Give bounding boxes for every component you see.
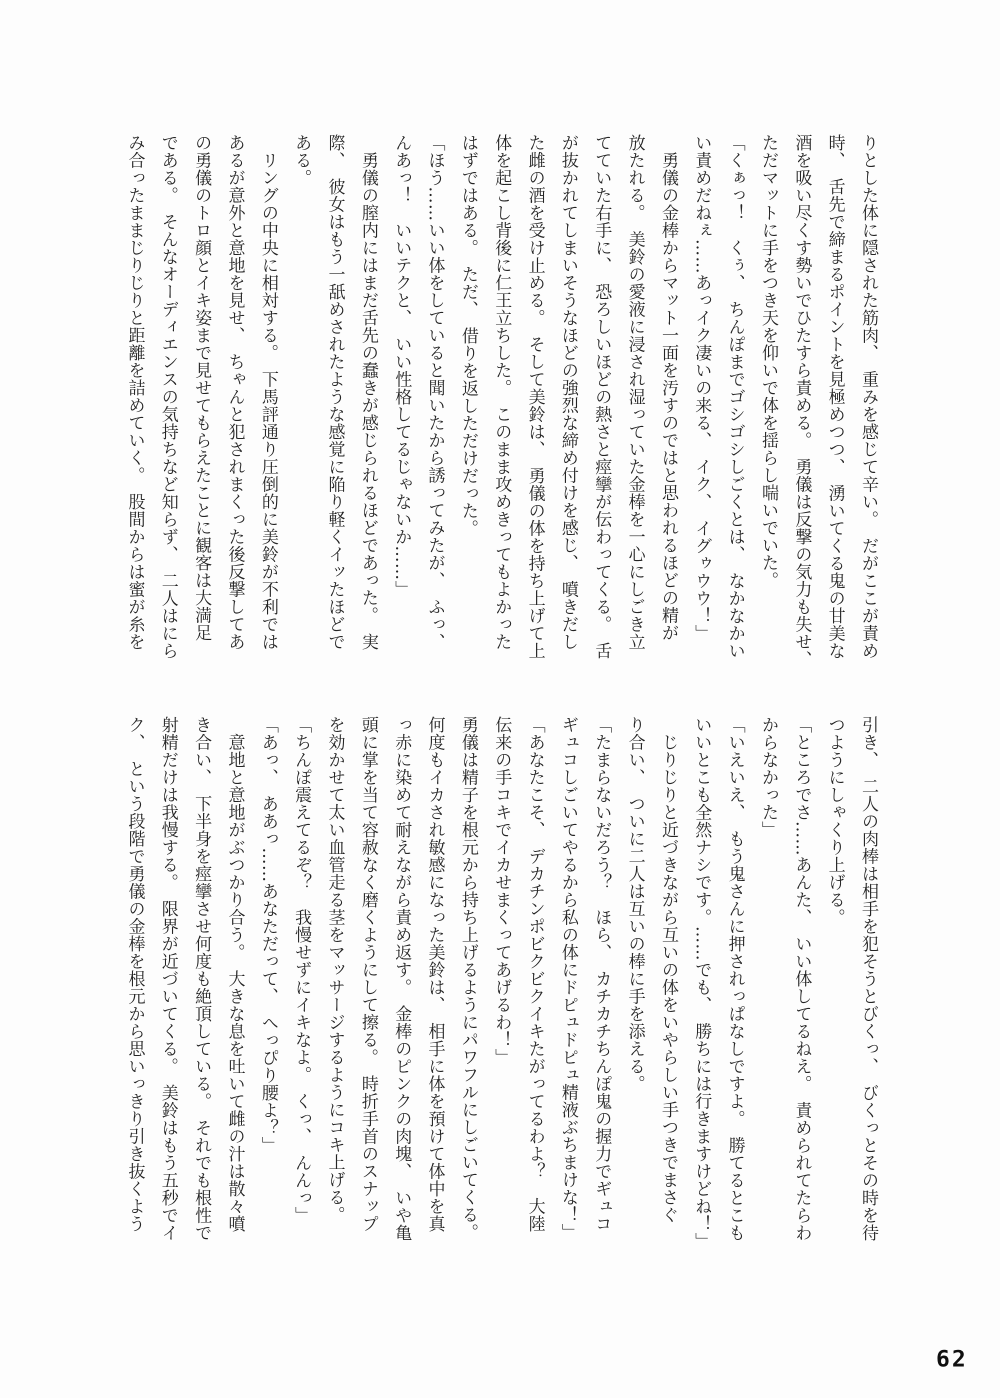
text-block-bottom	[116, 716, 884, 1262]
text-column: 勇儀の金棒からマット一面を汚すのではと思われるほどの精が	[657, 134, 678, 642]
text-column: 「ところでさ……あんた、 いい体してるねえ。 責められてたらわ	[791, 716, 812, 1242]
text-column: 酒を吸い尽くす勢いでひたすら責める。 勇儀は反撃の気力も失せ、	[791, 134, 812, 668]
text-column: んあっ！ いいテクと、 いい性格してるじゃないか……」	[391, 134, 412, 598]
text-column: リングの中央に相対する。 下馬評通り圧倒的に美鈴が不利では	[257, 134, 278, 651]
text-column: はずではある。 ただ、 借りを返しただけだった。	[457, 134, 478, 537]
text-column: ク、 という段階で勇儀の金棒を根元から思いっきり引き抜くよう	[124, 716, 145, 1233]
text-column: 「ちんぽ震えてるぞ？ 我慢せずにイキなよ。 くっ、 んんっ」	[291, 716, 312, 1224]
text-column: 意地と意地がぶつかり合う。 大きな息を吐いて雌の汁は散々噴	[224, 716, 245, 1233]
text-column: である。 そんなオーディエンスの気持ちなど知らず、 二人はにら	[157, 134, 178, 660]
text-column: ギュコしごいてやるから私の体にドピュドピュ精液ぶちまけな！」	[557, 716, 578, 1241]
text-column: てていた右手に、 恐ろしいほどの熱さと痙攣が伝わってくる。 舌	[591, 134, 612, 660]
text-column: つようにしゃくり上げる。	[824, 716, 845, 926]
text-column: 引き、 二人の肉棒は相手を犯そうとびくっ、 びくっとその時を待	[858, 716, 878, 1242]
text-column: 体を起こし背後に仁王立ちした。 このまま攻めきってもよかった	[491, 134, 512, 651]
text-column: の勇儀のトロ顔とイキ姿まで見せてもらえたことに観客は大満足	[191, 134, 212, 642]
text-column: 際、 彼女はもう一舐めされたような感覚に陥り軽くイッたほどで	[324, 134, 345, 651]
text-column: い責めだねぇ……あっイク凄いの来る、 イク、 イグゥウウ！」	[691, 134, 712, 642]
text-block-top	[116, 134, 884, 680]
text-column: っ赤に染めて耐えながら責め返す。 金棒のピンクの肉塊、 いや亀	[391, 716, 412, 1242]
text-column: 伝来の手コキでイカせまくってあげるわ！」	[491, 716, 512, 1066]
text-column: り合い、 ついに二人は互いの棒に手を添える。	[624, 716, 645, 1093]
text-column: き合い、 下半身を痙攣させ何度も絶頂している。 それでも根性で	[191, 716, 212, 1242]
text-column: 時、 舌先で締まるポイントを見極めつつ、 湧いてくる鬼の甘美な	[824, 134, 845, 660]
text-column: 放たれる。 美鈴の愛液に浸され湿っていた金棒を一心にしごき立	[624, 134, 645, 651]
text-column: 勇儀は精子を根元から持ち上げるようにパワフルにしごいてくる。	[457, 716, 478, 1241]
text-column: あるが意外と意地を見せ、 ちゃんと犯されまくった後反撃してあ	[224, 134, 245, 651]
text-column: りとした体に隠された筋肉、 重みを感じて辛い。 だがここが責め	[858, 134, 878, 660]
text-column: 「あっ、 ああっ……あなただって、 へっぴり腰よ？」	[257, 716, 278, 1154]
text-column: 何度もイカされ敏感になった美鈴は、 相手に体を預けて体中を真	[424, 716, 445, 1233]
page-number: 62	[936, 1347, 968, 1373]
text-column: からなかった」	[757, 716, 778, 839]
text-column: いいとこも全然ナシです。……でも、 勝ちには行きますけどね！」	[691, 716, 712, 1250]
text-column: ただマットに手をつき天を仰いで体を揺らし喘いでいた。	[757, 134, 778, 589]
text-column: が抜かれてしまいそうなほどの強烈な締め付けを感じ、 噴きだし	[557, 134, 578, 651]
text-column: じりじりと近づきながら互いの体をいやらしい手つきでまさぐ	[657, 716, 678, 1224]
text-column: 射精だけは我慢する。 限界が近づいてくる。 美鈴はもう五秒でイ	[157, 716, 178, 1242]
text-column: 「いえいえ、 もう鬼さんに押されっぱなしですよ。 勝てるとこも	[724, 716, 745, 1242]
text-column: み合ったままじりじりと距離を詰めていく。 股間からは蜜が糸を	[124, 134, 145, 651]
text-column: 「ほう……いい体をしていると聞いたから誘ってみたが、 ふっ、	[424, 134, 445, 651]
text-column: ある。	[291, 134, 312, 187]
text-column: 勇儀の膣内にはまだ舌先の蠢きが感じられるほどであった。 実	[357, 134, 378, 651]
text-column: た雌の酒を受け止める。 そして美鈴は、 勇儀の体を持ち上げて上	[524, 134, 545, 660]
text-column: を効かせて太い血管走る茎をマッサージするようにコキ上げる。	[324, 716, 345, 1224]
text-column: 「あなたこそ、 デカチンポビクビクイキたがってるわよ？ 大陸	[524, 716, 545, 1233]
text-column: 頭に掌を当て容赦なく磨くようにして擦る。 時折手首のスナップ	[357, 716, 378, 1233]
text-column: 「くぁっ！ くぅ、 ちんぽまでゴシゴシしごくとは、 なかなかい	[724, 134, 745, 660]
text-column: 「たまらないだろう？ ほら、 カチカチちんぽ鬼の握力でギュコ	[591, 716, 612, 1233]
